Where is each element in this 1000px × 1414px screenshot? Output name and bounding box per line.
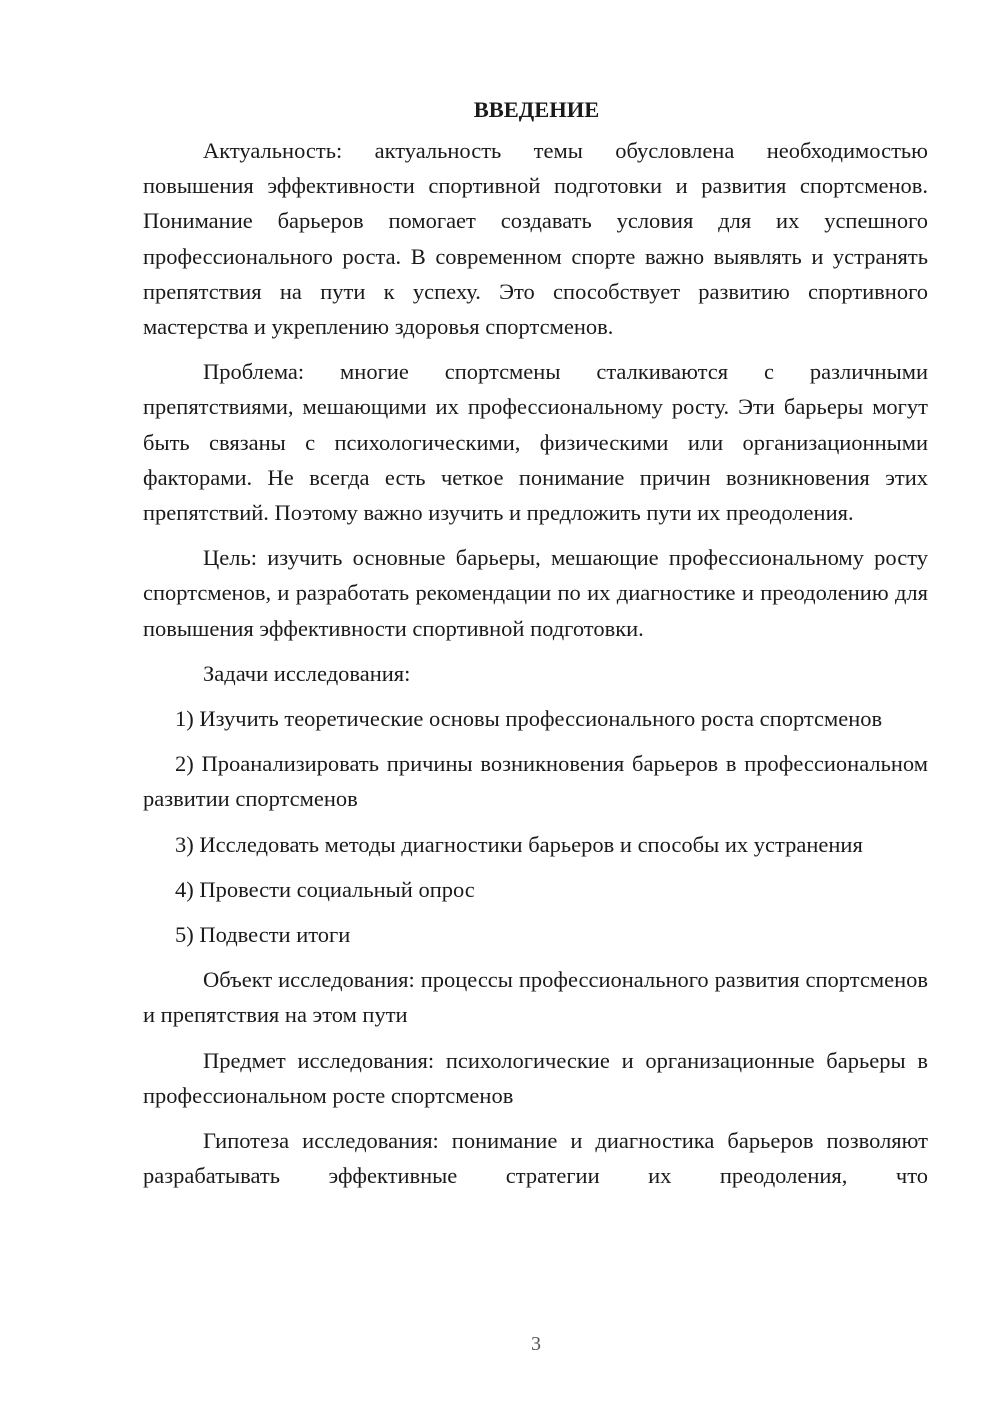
relevance-paragraph: Актуальность: актуальность темы обусловлена необходимостью повышения эффективности спортивной подготовки и развития спортсменов. Понимание барьеров помогает создавать условия для их успешного профессионального роста. В современном спорте важно выявлять и устранять препятствия на пути к успеху. Это способствует развитию спортивного мастерства и укреплению здоровья спортсменов. — [143, 138, 928, 340]
task-item: 4) Провести социальный опрос — [175, 876, 475, 902]
document-page — [143, 92, 928, 1193]
goal-paragraph: Цель: изучить основные барьеры, мешающие профессиональному росту спортсменов, и разработать рекомендации по их диагностике и преодолению для повышения эффективности спортивной подготовки. — [143, 545, 928, 641]
problem-paragraph: Проблема: многие спортсмены сталкиваются с различными препятствиями, мешающими их профессиональному росту. Эти барьеры могут быть связаны с психологическими, физическими или организационными факторами. Не всегда есть четкое понимание причин возникновения этих препятствий. Поэтому важно изучить и предложить пути их преодоления. — [143, 359, 928, 526]
object-paragraph: Объект исследования: процессы профессионального развития спортсменов и препятствия на этом пути — [143, 967, 928, 1028]
task-item: 2) Проанализировать причины возникновения барьеров в профессиональном развитии спортсменов — [143, 751, 928, 812]
hypothesis-paragraph: Гипотеза исследования: понимание и диагностика барьеров позволяют разрабатывать эффективные стратегии их преодоления, что — [143, 1128, 928, 1189]
subject-paragraph: Предмет исследования: психологические и организационные барьеры в профессиональном росте спортсменов — [143, 1047, 928, 1108]
task-item: 5) Подвести итоги — [175, 922, 351, 948]
section-heading: ВВЕДЕНИЕ — [473, 97, 600, 122]
page-number: 3 — [531, 1333, 541, 1355]
task-item: 3) Исследовать методы диагностики барьеров и способы их устранения — [175, 831, 863, 857]
tasks-intro: Задачи исследования: — [203, 660, 411, 686]
task-item: 1) Изучить теоретические основы профессионального роста спортсменов — [175, 706, 883, 732]
